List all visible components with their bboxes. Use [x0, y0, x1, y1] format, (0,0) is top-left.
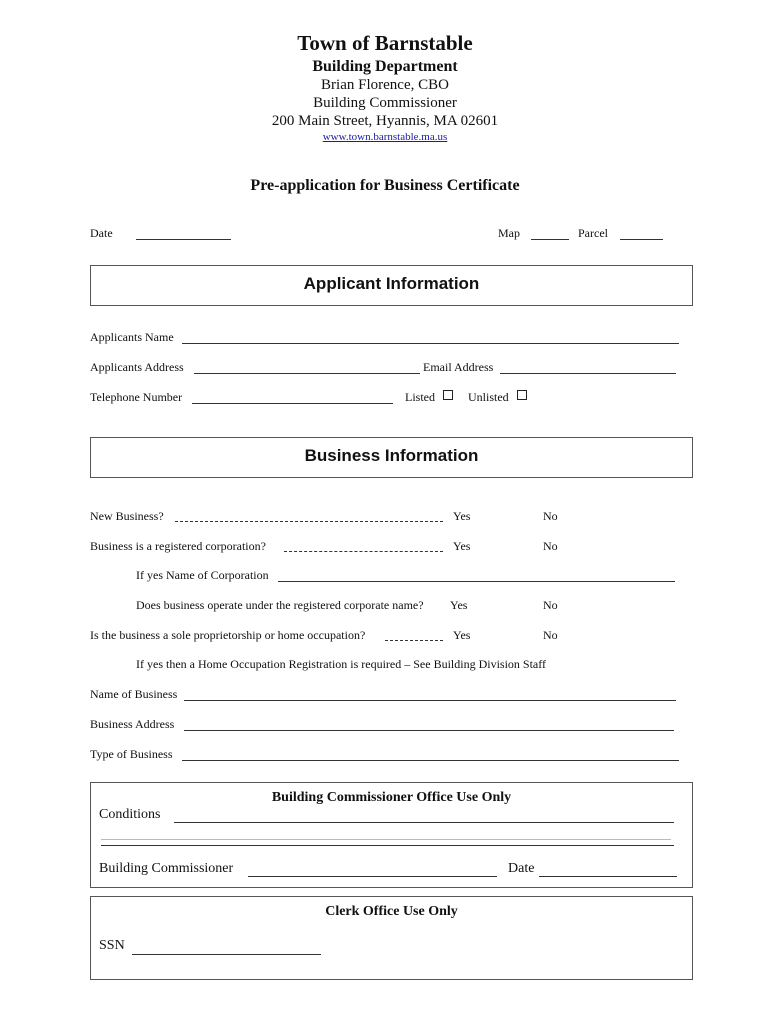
business-type-label: Type of Business — [90, 747, 173, 761]
operate-under-no[interactable]: No — [543, 598, 558, 612]
business-type-field[interactable] — [182, 760, 679, 761]
new-business-label: New Business? — [90, 509, 164, 523]
applicant-section-header — [90, 265, 693, 306]
applicant-name-field[interactable] — [182, 343, 679, 344]
commissioner-date-field[interactable] — [539, 876, 677, 877]
conditions-line-2 — [101, 839, 671, 840]
telephone-label: Telephone Number — [90, 390, 183, 404]
business-address-field[interactable] — [184, 730, 674, 731]
commissioner-date-label: Date — [508, 861, 535, 876]
registered-corp-no[interactable]: No — [543, 539, 558, 553]
applicant-address-field[interactable] — [194, 373, 420, 374]
department-address: 200 Main Street, Hyannis, MA 02601 — [271, 113, 499, 129]
commissioner-signature-field[interactable] — [248, 876, 497, 877]
telephone-field[interactable] — [192, 403, 393, 404]
registered-corp-label: Business is a registered corporation? — [90, 539, 266, 553]
parcel-field[interactable] — [620, 239, 663, 240]
sole-prop-yes[interactable]: Yes — [453, 628, 471, 642]
unlisted-checkbox[interactable] — [517, 390, 527, 400]
sole-prop-no[interactable]: No — [543, 628, 558, 642]
town-title: Town of Barnstable — [297, 31, 473, 55]
unlisted-label: Unlisted — [468, 390, 509, 404]
operate-under-yes[interactable]: Yes — [450, 598, 468, 612]
business-heading: Business Information — [304, 446, 479, 465]
clerk-box-heading: Clerk Office Use Only — [325, 904, 458, 919]
email-label: Email Address — [423, 360, 494, 374]
email-field[interactable] — [500, 373, 676, 374]
department-name: Building Department — [312, 58, 458, 75]
corp-name-label: If yes Name of Corporation — [136, 568, 269, 582]
conditions-label: Conditions — [99, 807, 161, 822]
operate-under-label: Does business operate under the registered corporate name? — [136, 598, 424, 612]
commissioner-name: Brian Florence, CBO — [321, 77, 449, 93]
applicant-address-label: Applicants Address — [90, 360, 184, 374]
commissioner-signature-label: Building Commissioner — [99, 861, 234, 876]
registered-corp-leader — [284, 551, 443, 552]
listed-label: Listed — [405, 390, 435, 404]
business-section-header — [90, 437, 693, 478]
new-business-yes[interactable]: Yes — [453, 509, 471, 523]
commissioner-title: Building Commissioner — [313, 95, 457, 111]
ssn-label: SSN — [99, 938, 125, 953]
date-label: Date — [90, 226, 113, 240]
conditions-line-3[interactable] — [101, 845, 674, 846]
commissioner-office-box — [90, 782, 693, 888]
conditions-field[interactable] — [174, 822, 674, 823]
form-title: Pre-application for Business Certificate — [250, 177, 520, 194]
registered-corp-yes[interactable]: Yes — [453, 539, 471, 553]
map-label: Map — [498, 226, 520, 240]
applicant-name-label: Applicants Name — [90, 330, 174, 344]
sole-prop-label: Is the business a sole proprietorship or home occupation? — [90, 628, 366, 642]
website-link[interactable]: www.town.barnstable.ma.us — [322, 131, 448, 143]
corp-name-field[interactable] — [278, 581, 675, 582]
listed-checkbox[interactable] — [443, 390, 453, 400]
home-occupation-note: If yes then a Home Occupation Registration is required – See Building Division Staff — [136, 657, 547, 671]
business-address-label: Business Address — [90, 717, 175, 731]
new-business-leader — [175, 521, 443, 522]
clerk-office-box — [90, 896, 693, 980]
applicant-heading: Applicant Information — [303, 274, 480, 293]
commissioner-box-heading: Building Commissioner Office Use Only — [271, 790, 512, 805]
new-business-no[interactable]: No — [543, 509, 558, 523]
parcel-label: Parcel — [578, 226, 608, 240]
map-field[interactable] — [531, 239, 569, 240]
business-name-field[interactable] — [184, 700, 676, 701]
business-name-label: Name of Business — [90, 687, 178, 701]
date-field[interactable] — [136, 239, 231, 240]
ssn-field[interactable] — [132, 954, 321, 955]
sole-prop-leader — [385, 640, 443, 641]
